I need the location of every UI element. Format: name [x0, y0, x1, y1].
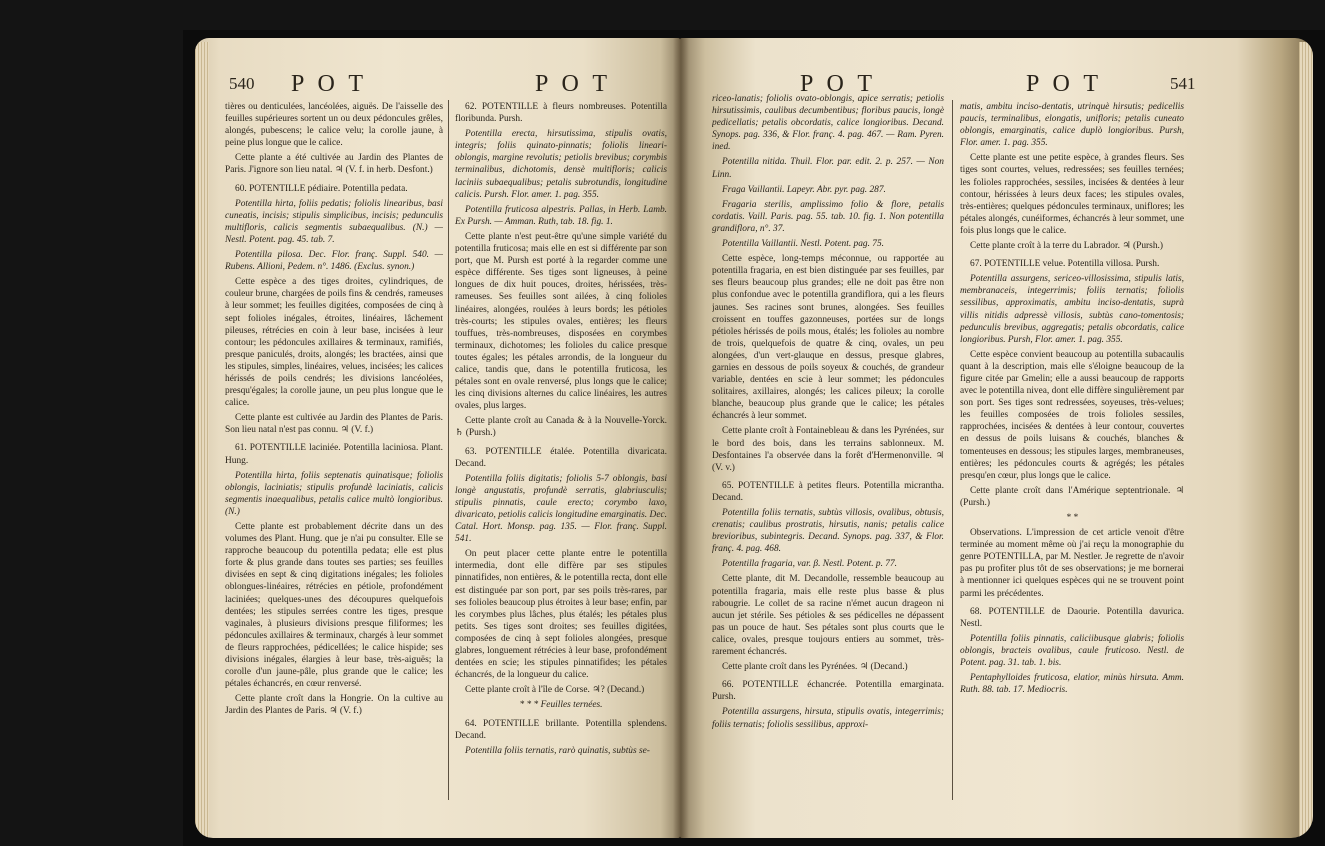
species-heading: 60. POTENTILLE pédiaire. Potentilla pedata.: [235, 183, 408, 194]
paragraph: Cette plante, dit M. Decandolle, ressemble beaucoup au potentilla fragaria, mais elle reste plus basse & plus rabougrie. Le collet de sa racine n'émet aucun drageon ni aucun jet stérile. Ses pétioles & ses pédicelles ne dépassent pas un pouce de haut. Ses pétales sont plus courts que le calice, ovales, presque toujours entiers au sommet, très-rarement échancrés.: [712, 574, 944, 658]
left-page-edge: [195, 42, 209, 838]
latin-diagnosis: Potentilla erecta, hirsutissima, stipulis ovatis, integris; foliis quinato-pinnatis; foliolis lineari-oblongis, margine revolutis; petiolis brevibus; corymbis terminalibus, dichotomis, densè multifloris; calicis laciniis subaequalibus; petalis subrotundis, longitudine calicis. Pursh. Flor. amer. 1. pag. 355.: [455, 129, 667, 200]
right-page-number: 541: [1170, 74, 1196, 93]
latin-diagnosis: Potentilla foliis pinnatis, caliciibusque glabris; foliolis oblongis, bracteis ovalibus, caule fruticoso. Nestl. de Potent. pag. 31. tab. 1. bis.: [960, 633, 1184, 669]
synonym: Fragaria sterilis, amplissimo folio & flore, petalis cordatis. Vaill. Paris. pag. 55. tab. 10. fig. 1. Non potentilla grandiflora, n°. 37.: [712, 199, 944, 234]
paragraph: Cette plante croît dans la Hongrie. On la cultive au Jardin des Plantes de Paris. ♃ (V. f.): [225, 694, 443, 717]
paragraph: Cette plante est probablement décrite dans un des volumes des Plant. Hung. que je n'ai pu consulter. Elle se rapproche beaucoup du potentilla pedata; elle est plus forte & plus grande dans toutes ses parties; ses feuilles divisées en sept & cinq digitations inégales; les folioles oblongues-linéaires, rétrécies en pétiole, profondément laciniées; quelques-unes des découpures quelquefois dentées; les stipules serrées contre les tiges, presque vaginales, à plusieurs divisions presque filiformes; les pédoncules axillaires & terminaux, chargés à leur sommet de fleurs rapprochées, pédicellées; le calice hispide; ses divisions inégales, élargies à leur base, très-aiguës; la corolle d'un jaune-pâle, plus grande que le calice; les pétales échancrés, en cœur renversé.: [225, 522, 443, 690]
observations-paragraph: Observations. L'impression de cet article venoit d'être terminée au moment même où j'ai reçu la monographie du genre POTENTILLA, par M. Nestler. Je regrette de n'avoir pas pu profiter plus tôt de ses observations; je me bornerai à mentionner ici quelques espèces qui ne se trouvent point parmi les précédentes.: [960, 528, 1184, 599]
latin-diagnosis: Potentilla foliis ternatis, rarò quinatis, subtùs se-: [465, 745, 650, 756]
paragraph: Cette plante croît au Canada & à la Nouvelle-Yorck. ♄ (Pursh.): [455, 416, 667, 439]
left-column-1: [225, 101, 443, 831]
synonym: Pentaphylloides fruticosa, elatior, minùs hirsuta. Amm. Ruth. 88. tab. 17. Mediocris.: [960, 673, 1184, 696]
species-heading: 62. POTENTILLE à fleurs nombreuses. Potentilla floribunda. Pursh.: [455, 102, 667, 125]
paragraph: Cette espèce convient beaucoup au potentilla subacaulis quant à la description, mais elle s'éloigne beaucoup de la figure citée par Gmelin; elle a aussi beaucoup de rapports avec le potentilla nivea, dont elle diffère singulièrement par son port. Ses tiges sont redressées, soyeuses, très-velues; les feuilles composées de trois folioles sessiles, rapprochées, incisées & dentées à leur contour, couvertes en dessus de poils luisans & couchés, blanches & tomenteuses en dessous; les stipules larges, membraneuses, entières; les pédoncules courts & agrégés; les pétales presqu'en cœur, plus longs que le calice.: [960, 349, 1184, 481]
book-spread: [195, 38, 1313, 838]
section-divider: * *: [1066, 513, 1078, 523]
left-page-number: 540: [229, 74, 255, 93]
paragraph: Cette plante croît à l'île de Corse. ♃? (Decand.): [465, 685, 645, 696]
paragraph: Cette espèce a des tiges droites, cylindriques, de couleur brune, chargées de poils fins & cendrés, rameuses à leur sommet; les feuilles digitées, composées de cinq à sept folioles inégales, étroites, linéaires, lâchement pileuses, rétrécies en coin à leur base, incisées à leur contour; les pédoncules axillaires & terminaux, ramifiés, presque paniculés, droits, alongés; les bractées, ainsi que les stipules, simples, linéaires, velues, incisées; les calices hérissés de poils cendrés; les divisions lancéolées, presqu'égales; la corolle jaune, un peu plus longue que le calice.: [225, 277, 443, 409]
left-column-2: [455, 101, 667, 831]
synonym: Fraga Vaillantii. Lapeyr. Abr. pyr. pag. 287.: [722, 184, 886, 195]
latin-diagnosis: matis, ambitu inciso-dentatis, utrinquè hirsutis; pedicellis paucis, terminalibus, elongatis, unifloris; petalis cuneato oblongis, emarginatis, calice duplò longioribus. Pursh, Flor. amer. 1. pag. 355.: [960, 102, 1184, 149]
paragraph: Cette plante n'est peut-être qu'une simple variété du potentilla fruticosa; mais elle en est si différente par son port, que M. Pursh est porté à la regarder comme une espèce différente. Ses tiges sont ligneuses, à peine longues de dix huit pouces, droites, hérissées, très-rameuses. Ses feuilles sont ailées, à cinq folioles linéaires, alongées, roulées à leurs bords; les pétioles très-courts; les stipules ovales, entières; les fleurs touffues, très-nombreuses, disposées en corymbes terminaux, dichotomes; les folioles du calice presque toutes égales; les pétales arrondis, de la longueur du calice, tandis que, dans le potentilla fruticosa, les pétales sont en ovale renversé, plus longs que le calice; les cinq divisions alternes du calice linéaires, les autres ovales, plus larges.: [455, 231, 667, 412]
right-page-edge: [1299, 42, 1313, 838]
species-heading: 61. POTENTILLE laciniée. Potentilla laciniosa. Plant. Hung.: [225, 443, 443, 466]
left-page: [195, 38, 680, 838]
species-heading: 67. POTENTILLE velue. Potentilla villosa. Pursh.: [970, 259, 1160, 270]
paragraph: tières ou denticulées, lancéolées, aiguës. De l'aisselle des feuilles supérieures sortent un ou deux pédoncules grêles, alongés, pubescens; le calice velu; la corolle jaune, à peine plus longue que le calice.: [225, 102, 443, 149]
synonym: Potentilla fruticosa alpestris. Pallas, in Herb. Lamb. Ex Pursh. — Amman. Ruth, tab. 18. fig. 1.: [455, 204, 667, 227]
species-heading: 68. POTENTILLE de Daourie. Potentilla davurica. Nestl.: [960, 606, 1184, 629]
right-column-2: [960, 101, 1184, 831]
paragraph: Cette espèce, long-temps méconnue, ou rapportée au potentilla fragaria, en est bien distinguée par ses feuilles, par ses fleurs beaucoup plus grandes; elle ne doit pas être non plus confondue avec le potentilla grandiflora, qui a les fleurs jaunes. Ses racines sont brunes, alongées. Ses feuilles croissent en touffes gazonneuses, portées sur de longs pétioles hérissés de poils mous, étalés; les folioles au nombre de trois, quelquefois de quatre & cinq, ovales, un peu alongées, d'un vert-glauque en dessus, presque glabres, garnies en dessous de poils soyeux & couchés, de grandeur variable, dentées en scie à leur sommet; les pédoncules solitaires, axillaires, alongés; les calices pileux; la corolle blanche, beaucoup plus grande que le calice; les pétales échancrés à leur sommet.: [712, 254, 944, 422]
left-running-head-2: P O T: [535, 71, 612, 97]
species-heading: 64. POTENTILLE brillante. Potentilla splendens. Decand.: [455, 718, 667, 741]
paragraph: Cette plante a été cultivée au Jardin des Plantes de Paris. J'ignore son lieu natal. ♃ (V. f. in herb. Desfont.): [225, 153, 443, 176]
right-running-head-1: P O T: [800, 71, 877, 97]
right-column-1: [712, 93, 944, 828]
species-heading: 65. POTENTILLE à petites fleurs. Potentilla micrantha. Decand.: [712, 480, 944, 503]
left-running-head-1: P O T: [291, 71, 368, 97]
section-divider: * * * Feuilles ternées.: [519, 700, 603, 711]
paragraph: On peut placer cette plante entre le potentilla intermedia, dont elle diffère par ses stipules pinnatifides, non entières, & le potentilla recta, dont elle est distinguée par son port, par ses poils très-rares, par ses folioles beaucoup plus étroites à leur base; enfin, par les corymbes plus lâches, plus étalés; les pétales plus petits. Ses tiges sont droites; ses feuilles digitées, composées de cinq à sept folioles alongées, presque glabres, longuement rétrécies à leur base, profondément dentées en scie; les stipules pinnatifides; les pétales échancrés, de la longueur du calice.: [455, 549, 667, 681]
latin-diagnosis: Potentilla hirta, foliis septenatis quinatisque; foliolis oblongis, laciniatis; stipulis profundè laciniatis, calicis segmentis inaequalibus, petalis calice multò longioribus. (N.): [225, 470, 443, 517]
latin-diagnosis: riceo-lanatis; foliolis ovato-oblongis, apice serratis; petiolis hirsutissimis, caulibus decumbentibus; floribus paucis, longè pedicellatis; petalis obcordatis, calice longioribus. Decand. Synops. pag. 336, & Flor. franç. 4. pag. 467. — Ram. Pyren. ined.: [712, 94, 944, 153]
paragraph: Cette plante croît à la terre du Labrador. ♃ (Pursh.): [970, 241, 1163, 252]
right-column-rule: [952, 100, 953, 800]
species-heading: 66. POTENTILLE échancrée. Potentilla emarginata. Pursh.: [712, 680, 944, 703]
paragraph: Cette plante est une petite espèce, à grandes fleurs. Ses tiges sont courtes, velues, redressées; ses feuilles ternées; les folioles rapprochées, sessiles, incisées & dentées à leur contour, hérissées à leurs deux faces; les stipules ovales, très-entières; quelques pédoncules terminaux, uniflores; les pétales alongés, cunéiformes, échancrés à leur sommet, une fois plus longs que le calice.: [960, 153, 1184, 236]
latin-diagnosis: Potentilla assurgens, sericeo-villosissima, stipulis latis, membranaceis, integerrimis; foliis ternatis; foliolis sessilibus, approximatis, ambitu inciso-dentatis, suprà villis nitidis adpressè villosis, subtùs cano-tomentosis; pedunculis brevibus, aggregatis; petalis obcordatis, calice longioribus. Pursh, Flor. amer. 1. pag. 355.: [960, 274, 1184, 345]
book-gutter: [673, 38, 689, 838]
synonym: Potentilla nitida. Thuil. Flor. par. edit. 2. p. 257. — Non Linn.: [712, 157, 944, 180]
paragraph: Cette plante croît dans les Pyrénées. ♃ (Decand.): [722, 662, 908, 673]
latin-diagnosis: Potentilla foliis ternatis, subtùs villosis, ovalibus, obtusis, crenatis; caulibus prostratis, hirsutis, nanis; petalis calice brevioribus, subintegris. Decand. Synops. pag. 337, & Flor. franç. 4. pag. 468.: [712, 508, 944, 555]
latin-diagnosis: Potentilla foliis digitatis; foliolis 5-7 oblongis, basi longè angustatis, profundè serratis, glabriusculis; stipulis pinnatis, caule erecto; corymbo laxo, divaricato, petiolis calicis longitudine emarginatis. Dec. Catal. Hort. Monsp. pag. 135. — Flor. franç. Suppl. 541.: [455, 473, 667, 545]
synonym: Potentilla Vaillantii. Nestl. Potent. pag. 75.: [722, 239, 884, 250]
paragraph: Cette plante croît dans l'Amérique septentrionale. ♃ (Pursh.): [960, 485, 1184, 508]
left-column-rule: [448, 100, 449, 800]
species-heading: 63. POTENTILLE étalée. Potentilla divaricata. Decand.: [455, 446, 667, 469]
latin-diagnosis: Potentilla assurgens, hirsuta, stipulis ovatis, integerrimis; foliis ternatis; foliolis sessilibus, approxi-: [712, 707, 944, 730]
right-running-head-2: P O T: [1026, 71, 1103, 97]
synonym: Potentilla fragaria, var. β. Nestl. Potent. p. 77.: [722, 559, 897, 570]
paragraph: Cette plante croît à Fontainebleau & dans les Pyrénées, sur le bord des bois, dans les terrains sablonneux. M. Desfontaines l'a observée dans la forêt d'Hermenonville. ♃ (V. v.): [712, 426, 944, 473]
latin-diagnosis: Potentilla hirta, foliis pedatis; foliolis linearibus, basi cuneatis, incisis; stipulis simplicibus, incisis; pedunculis multifloris, calicis segmentis subaequalibus. (N.) — Nestl. Potent. pag. 45. tab. 7.: [225, 198, 443, 245]
right-page: [680, 38, 1313, 838]
paragraph: Cette plante est cultivée au Jardin des Plantes de Paris. Son lieu natal n'est pas connu. ♃ (V. f.): [225, 413, 443, 436]
synonym: Potentilla pilosa. Dec. Flor. franç. Suppl. 540. — Rubens. Allioni, Pedem. n°. 1486. (Exclus. synon.): [225, 250, 443, 273]
